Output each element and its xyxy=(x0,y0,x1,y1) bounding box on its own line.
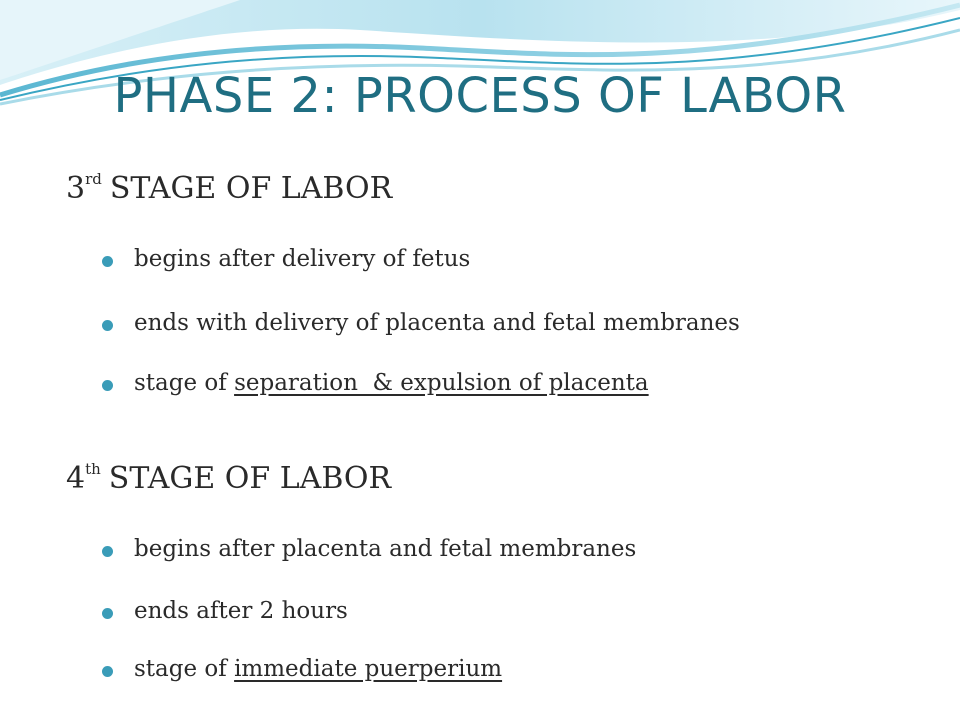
list-item-text: begins after placenta and fetal membranes xyxy=(134,536,637,562)
section-heading-text: STAGE OF LABOR xyxy=(108,461,392,496)
section-heading-text: STAGE OF LABOR xyxy=(109,171,393,206)
bullet-icon xyxy=(102,608,113,619)
section-number: 3 xyxy=(66,171,86,206)
list-item-text xyxy=(134,370,649,396)
list-item xyxy=(108,310,740,336)
slide-title: PHASE 2: PROCESS OF LABOR xyxy=(113,68,847,124)
section-number: 4 xyxy=(66,461,86,496)
bullet-icon xyxy=(102,256,113,267)
bullet-icon xyxy=(102,320,113,331)
bullet-icon xyxy=(102,546,113,557)
list-item-text: begins after delivery of fetus xyxy=(134,246,471,272)
list-item xyxy=(108,598,348,624)
underlined-term: immediate puerperium xyxy=(234,656,503,682)
section-heading-third-stage xyxy=(66,170,392,206)
list-item-text xyxy=(134,656,502,682)
list-item-prefix: stage of xyxy=(134,656,235,682)
ordinal-suffix: rd xyxy=(85,170,102,188)
list-item-text: ends after 2 hours xyxy=(134,598,348,624)
list-item xyxy=(108,656,502,682)
list-item xyxy=(108,246,470,272)
list-item xyxy=(108,536,636,562)
list-item-prefix: stage of xyxy=(134,370,235,396)
list-item xyxy=(108,370,649,396)
bullet-icon xyxy=(102,666,113,677)
list-item-text: ends with delivery of placenta and fetal membranes xyxy=(134,310,740,336)
bullet-icon xyxy=(102,380,113,391)
ordinal-suffix: th xyxy=(85,460,101,478)
section-heading-fourth-stage xyxy=(66,460,391,496)
underlined-term: separation & expulsion of placenta xyxy=(234,370,649,396)
